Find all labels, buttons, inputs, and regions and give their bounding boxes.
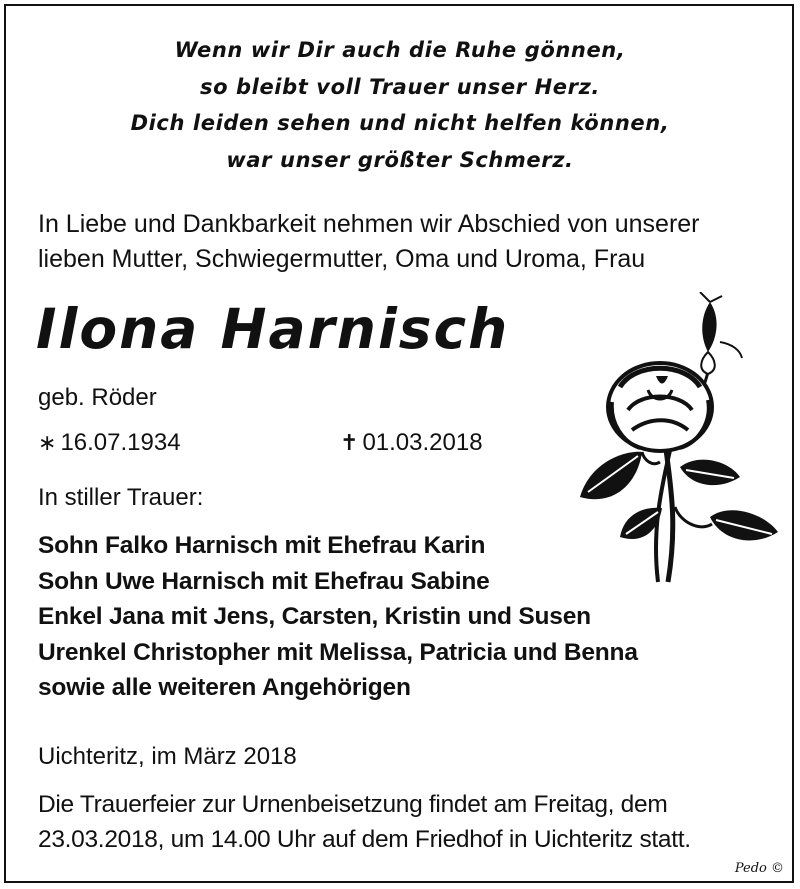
place-date: Uichteritz, im März 2018 bbox=[38, 743, 297, 770]
service-line-1: Die Trauerfeier zur Urnenbeisetzung findet am Freitag, dem bbox=[38, 791, 668, 818]
birth-date bbox=[38, 428, 181, 458]
poem-line-2: so bleibt voll Trauer unser Herz. bbox=[199, 74, 600, 99]
death-date bbox=[340, 428, 483, 458]
birth-star-icon: ∗ bbox=[38, 430, 57, 455]
maiden-name: geb. Röder bbox=[38, 384, 157, 411]
deceased-name: Ilona Harnisch bbox=[36, 297, 510, 361]
mourner-line: Sohn Falko Harnisch mit Ehefrau Karin bbox=[38, 532, 486, 559]
mourner-line: Sohn Uwe Harnisch mit Ehefrau Sabine bbox=[38, 567, 490, 595]
mourner-line: Urenkel Christopher mit Melissa, Patricia und Benna bbox=[38, 638, 638, 666]
mourning-label: In stiller Trauer: bbox=[38, 484, 204, 511]
mourners-list bbox=[38, 528, 638, 706]
service-info bbox=[38, 787, 778, 857]
poem-line-1: Wenn wir Dir auch die Ruhe gönnen, bbox=[174, 38, 626, 62]
intro-text bbox=[38, 207, 778, 277]
poem-line-3: Dich leiden sehen und nicht helfen können, bbox=[130, 111, 670, 135]
poem-line-4: war unser größter Schmerz. bbox=[226, 147, 574, 172]
rose-icon bbox=[560, 292, 790, 592]
poem bbox=[0, 32, 800, 178]
intro-line-2: lieben Mutter, Schwiegermutter, Oma und Uroma, Frau bbox=[38, 245, 646, 273]
mourner-line: Enkel Jana mit Jens, Carsten, Kristin und Susen bbox=[38, 603, 591, 630]
death-cross-icon: ✝ bbox=[340, 430, 359, 455]
service-line-2: 23.03.2018, um 14.00 Uhr auf dem Friedhof in Uichteritz statt. bbox=[38, 826, 691, 853]
death-date-value: 01.03.2018 bbox=[362, 429, 483, 456]
mourner-line: sowie alle weiteren Angehörigen bbox=[38, 674, 411, 701]
birth-date-value: 16.07.1934 bbox=[60, 429, 181, 456]
signature: Pedo © bbox=[734, 861, 784, 876]
intro-line-1: In Liebe und Dankbarkeit nehmen wir Abschied von unserer bbox=[38, 210, 700, 238]
